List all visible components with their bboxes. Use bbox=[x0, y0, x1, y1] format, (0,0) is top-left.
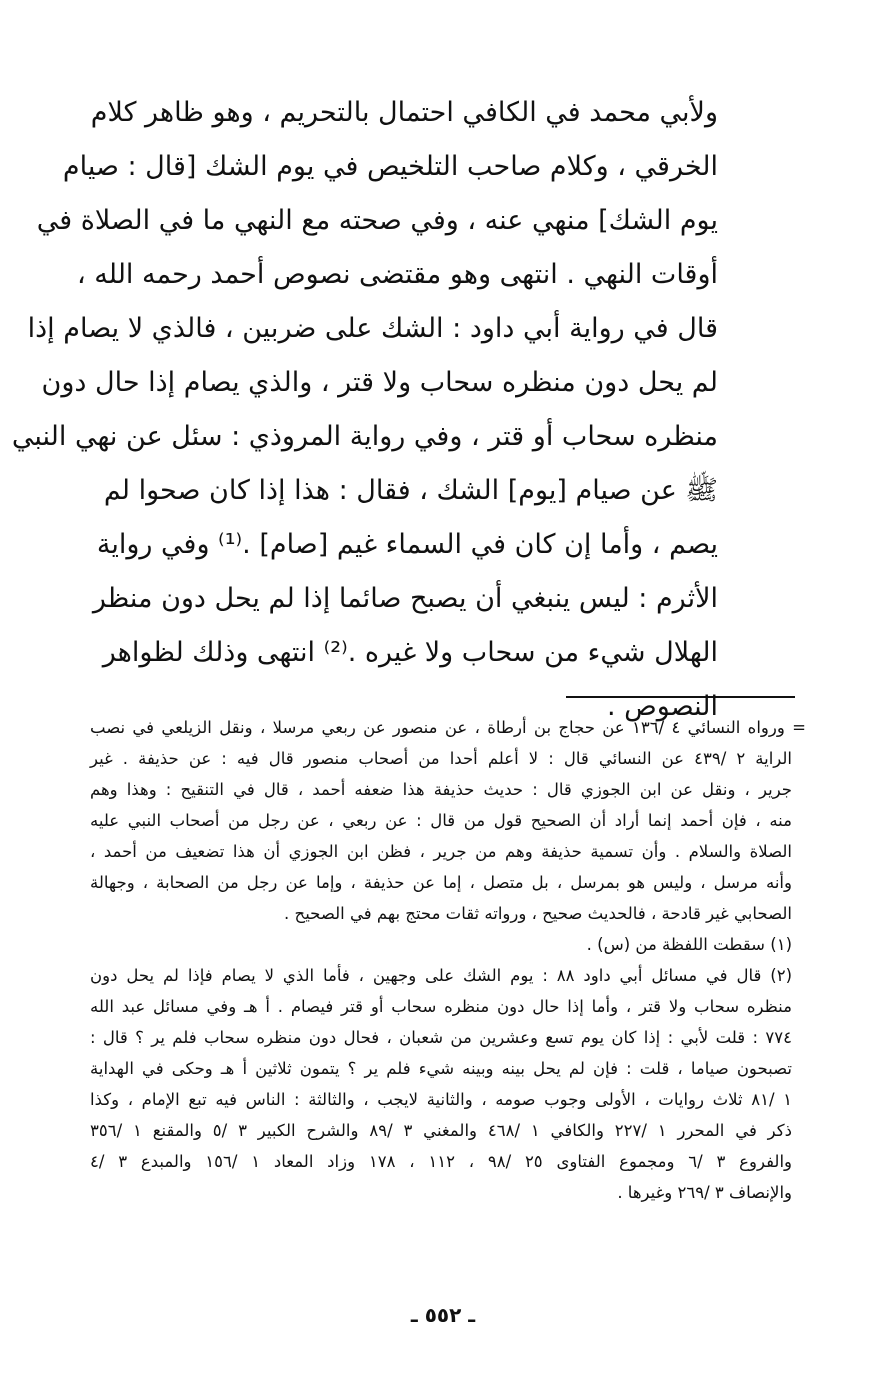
footnote-line: الصحابي غير قادحة ، فالحديث صحيح ، ورواته ثقات محتج بهم في الصحيح . bbox=[284, 904, 792, 923]
footnote-line: (٢) قال في مسائل أبي داود ٨٨ : يوم الشك على وجهين ، فأما الذي لا يصام فإذا لم يحل دون bbox=[90, 966, 792, 985]
footnote-line: = ورواه النسائي ٤ /١٣٦ عن حجاج بن أرطاة ، عن منصور عن ربعي مرسلا ، ونقل الزيلعي في نصب bbox=[90, 718, 806, 737]
main-text-line: قال في رواية أبي داود : الشك على ضربين ، فالذي لا يصام إذا bbox=[27, 313, 718, 344]
footnote-2 bbox=[90, 960, 806, 1208]
footnote-divider bbox=[566, 696, 795, 698]
footnotes-block bbox=[90, 712, 806, 1208]
main-text-line: ولأبي محمد في الكافي احتمال بالتحريم ، وهو ظاهر كلام bbox=[90, 97, 718, 128]
footnote-line: ٧٧٤ : قلت لأبي : إذا كان يوم تسع وعشرين من شعبان ، فحال دون منظره سحاب فلم ير ؟ قال : bbox=[90, 1028, 792, 1047]
main-text-line: الخرقي ، وكلام صاحب التلخيص في يوم الشك [قال : صيام bbox=[62, 151, 718, 182]
page-number: ـ ٥٥٢ ـ bbox=[410, 1303, 476, 1327]
footnote-continuation bbox=[90, 712, 806, 929]
footnote-line: منظره سحاب ولا قتر ، وأما إذا حال دون منظره سحاب أو قتر فيصام . أ هـ وفي مسائل عبد الله bbox=[90, 997, 792, 1016]
footnote-line: جرير ، ونقل عن ابن الجوزي قال : حديث حذيفة هذا ضعفه أحمد ، قال في التنقيح : وهذا وهم bbox=[90, 780, 792, 799]
footnote-line: منه ، فإن أحمد إنما أراد أن الصحيح قول من قال : عن ربعي ، عن رجل من أصحاب النبي عليه bbox=[90, 811, 792, 830]
main-text-line: الهلال شيء من سحاب ولا غيره .⁽²⁾ انتهى وذلك لظواهر bbox=[102, 637, 718, 668]
footnote-line: وأنه مرسل ، وليس هو بمرسل ، بل متصل ، إما عن حذيفة ، وإما عن رجل من الصحابة ، وجهالة bbox=[90, 873, 792, 892]
main-text-line: لم يحل دون منظره سحاب ولا قتر ، والذي يصام إذا حال دون bbox=[41, 367, 718, 398]
footnote-line: ١ /٨١ ثلاث روايات ، الأولى وجوب صومه ، والثانية لايجب ، والثالثة : الناس فيه تبع الإمام ، وكذا bbox=[90, 1090, 792, 1109]
main-text-line: النصوص . bbox=[606, 691, 718, 722]
footnote-line: (١) سقطت اللفظة من (س) . bbox=[586, 935, 792, 954]
footnote-line: والفروع ٣ /٦ ومجموع الفتاوى ٢٥ /٩٨ ، ١١٢ ، ١٧٨ وزاد المعاد ١ /١٥٦ والمبدع ٣ /٤ bbox=[90, 1152, 792, 1171]
footnote-line: ذكر في المحرر ١ /٢٢٧ والكافي ١ /٤٦٨ والمغني ٣ /٨٩ والشرح الكبير ٣ /٥ والمقنع ١ /٣٥٦ bbox=[90, 1121, 792, 1140]
main-text-line: أوقات النهي . انتهى وهو مقتضى نصوص أحمد رحمه الله ، bbox=[76, 259, 718, 290]
footnote-1 bbox=[90, 929, 806, 960]
footnote-line: الراية ٢ /٤٣٩ عن النسائي قال : لا أعلم أحدا من أصحاب منصور قال فيه : عن حذيفة . غير bbox=[90, 749, 793, 768]
footnote-line: والإنصاف ٣ /٢٦٩ وغيرها . bbox=[617, 1183, 792, 1202]
main-text-line: منظره سحاب أو قتر ، وفي رواية المروذي : سئل عن نهي النبي bbox=[11, 421, 718, 452]
footnote-line: تصبحون صياما ، قلت : فإن لم يحل بينه وبينه شيء فلم ير ؟ يتمون ثلاثين أ هـ وحكى في الهداية bbox=[90, 1059, 792, 1078]
main-text-line: الأثرم : ليس ينبغي أن يصبح صائما إذا لم يحل دون منظر bbox=[92, 583, 718, 614]
footnote-line: الصلاة والسلام . وأن تسمية حذيفة وهم من جرير ، فظن ابن الجوزي أن هذا تضعيف من أحمد ، bbox=[90, 842, 792, 861]
main-text-block bbox=[11, 86, 718, 734]
main-text-line: يوم الشك] منهي عنه ، وفي صحته مع النهي ما في الصلاة في bbox=[36, 205, 718, 236]
main-text-line: يصم ، وأما إن كان في السماء غيم [صام] .⁽¹⁾ وفي رواية bbox=[96, 529, 718, 560]
main-text-line: ﷺ عن صيام [يوم] الشك ، فقال : هذا إذا كان صحوا لم bbox=[103, 475, 718, 506]
